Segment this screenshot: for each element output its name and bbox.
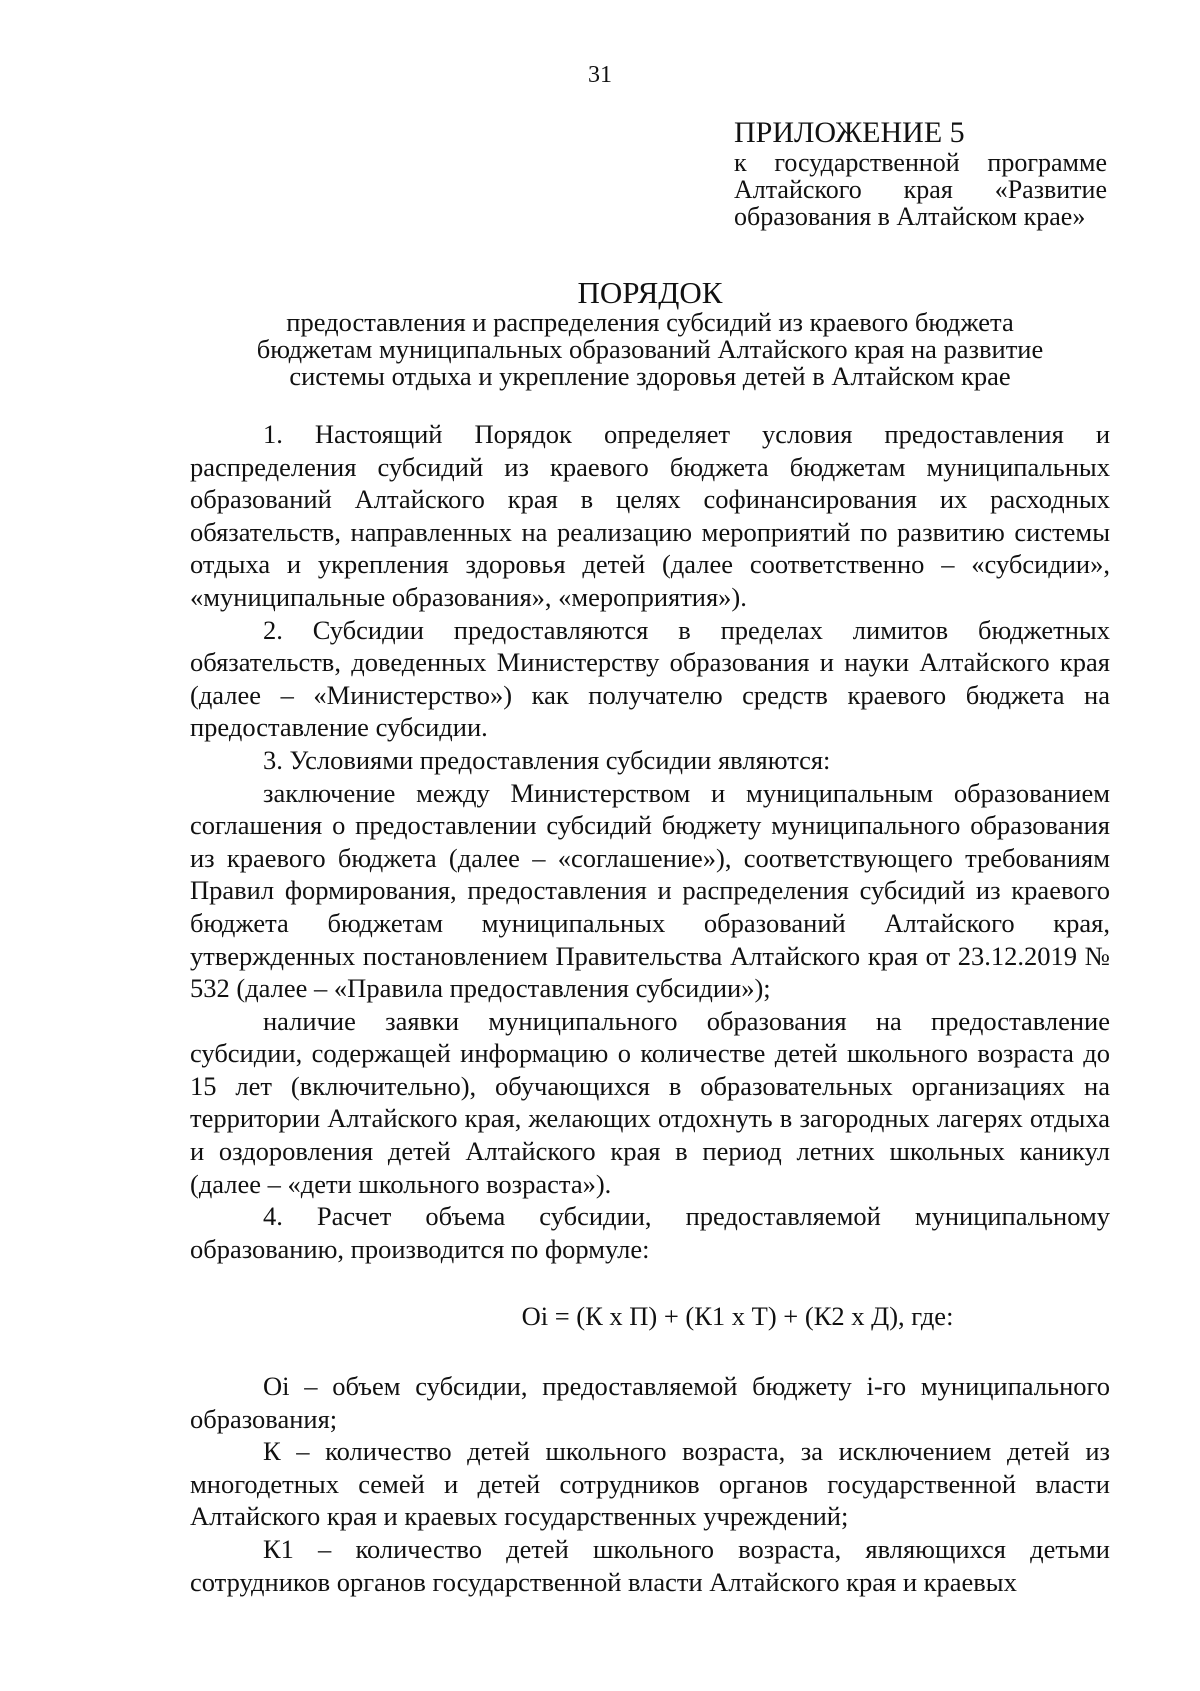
document-heading bbox=[190, 277, 1110, 390]
document-title: ПОРЯДОК bbox=[577, 275, 723, 310]
paragraph-condition-agreement: заключение между Министерством и муниципальным образованием соглашения о предоставлении субсидий бюджету муниципального образования из краевого бюджета (далее – «соглашение»), соответствующего требованиям Правил формирования, предоставления и распределения субсидий из краевого бюджета бюджетам муниципальных образований Алтайского края, утвержденных постановлением Правительства Алтайского края от 23.12.2019 № 532 (далее – «Правила предоставления субсидии»); bbox=[190, 777, 1110, 1004]
appendix-block bbox=[734, 117, 1107, 230]
document-subtitle-line: бюджетам муниципальных образований Алтайского края на развитие bbox=[256, 334, 1044, 364]
page-number: 31 bbox=[588, 62, 612, 88]
subsidy-formula: Oi = (К х П) + (К1 х Т) + (К2 х Д), где: bbox=[521, 1301, 954, 1332]
paragraph-4: 4. Расчет объема субсидии, предоставляемой муниципальному образованию, производится по формуле: bbox=[190, 1201, 1110, 1264]
appendix-line: Алтайского края «Развитие bbox=[734, 175, 1107, 204]
appendix-title: ПРИЛОЖЕНИЕ 5 bbox=[734, 116, 965, 149]
document-subtitle-line: системы отдыха и укрепление здоровья детей в Алтайском крае bbox=[289, 361, 1011, 391]
definition-k: К – количество детей школьного возраста, за исключением детей из многодетных семей и детей сотрудников органов государственной власти Алтайского края и краевых государственных учреждений; bbox=[190, 1436, 1110, 1532]
document-body bbox=[190, 418, 1110, 1598]
definition-oi: Oi – объем субсидии, предоставляемой бюджету i-го муниципального образования; bbox=[190, 1371, 1110, 1434]
paragraph-1: 1. Настоящий Порядок определяет условия предоставления и распределения субсидий из краевого бюджета бюджетам муниципальных образований Алтайского края в целях софинансирования их расходных обязательств, направленных на реализацию мероприятий по развитию системы отдыха и укрепления здоровья детей (далее соответственно – «субсидии», «муниципальные образования», «мероприятия»). bbox=[190, 419, 1110, 612]
paragraph-2: 2. Субсидии предоставляются в пределах лимитов бюджетных обязательств, доведенных Министерству образования и науки Алтайского края (далее – «Министерство») как получателю средств краевого бюджета на предоставление субсидии. bbox=[190, 614, 1110, 743]
paragraph-3: 3. Условиями предоставления субсидии являются: bbox=[263, 744, 831, 775]
appendix-line: к государственной программе bbox=[734, 148, 1107, 177]
paragraph-condition-application: наличие заявки муниципального образования на предоставление субсидии, содержащей информацию о количестве детей школьного возраста до 15 лет (включительно), обучающихся в образовательных организациях на территории Алтайского края, желающих отдохнуть в загородных лагерях отдыха и оздоровления детей Алтайского края в период летних школьных каникул (далее – «дети школьного возраста»). bbox=[190, 1005, 1110, 1199]
appendix-line: образования в Алтайском крае» bbox=[734, 202, 1086, 231]
definition-k1: К1 – количество детей школьного возраста, являющихся детьми сотрудников органов государственной власти Алтайского края и краевых bbox=[190, 1534, 1110, 1597]
document-subtitle-line: предоставления и распределения субсидий из краевого бюджета bbox=[286, 307, 1014, 337]
